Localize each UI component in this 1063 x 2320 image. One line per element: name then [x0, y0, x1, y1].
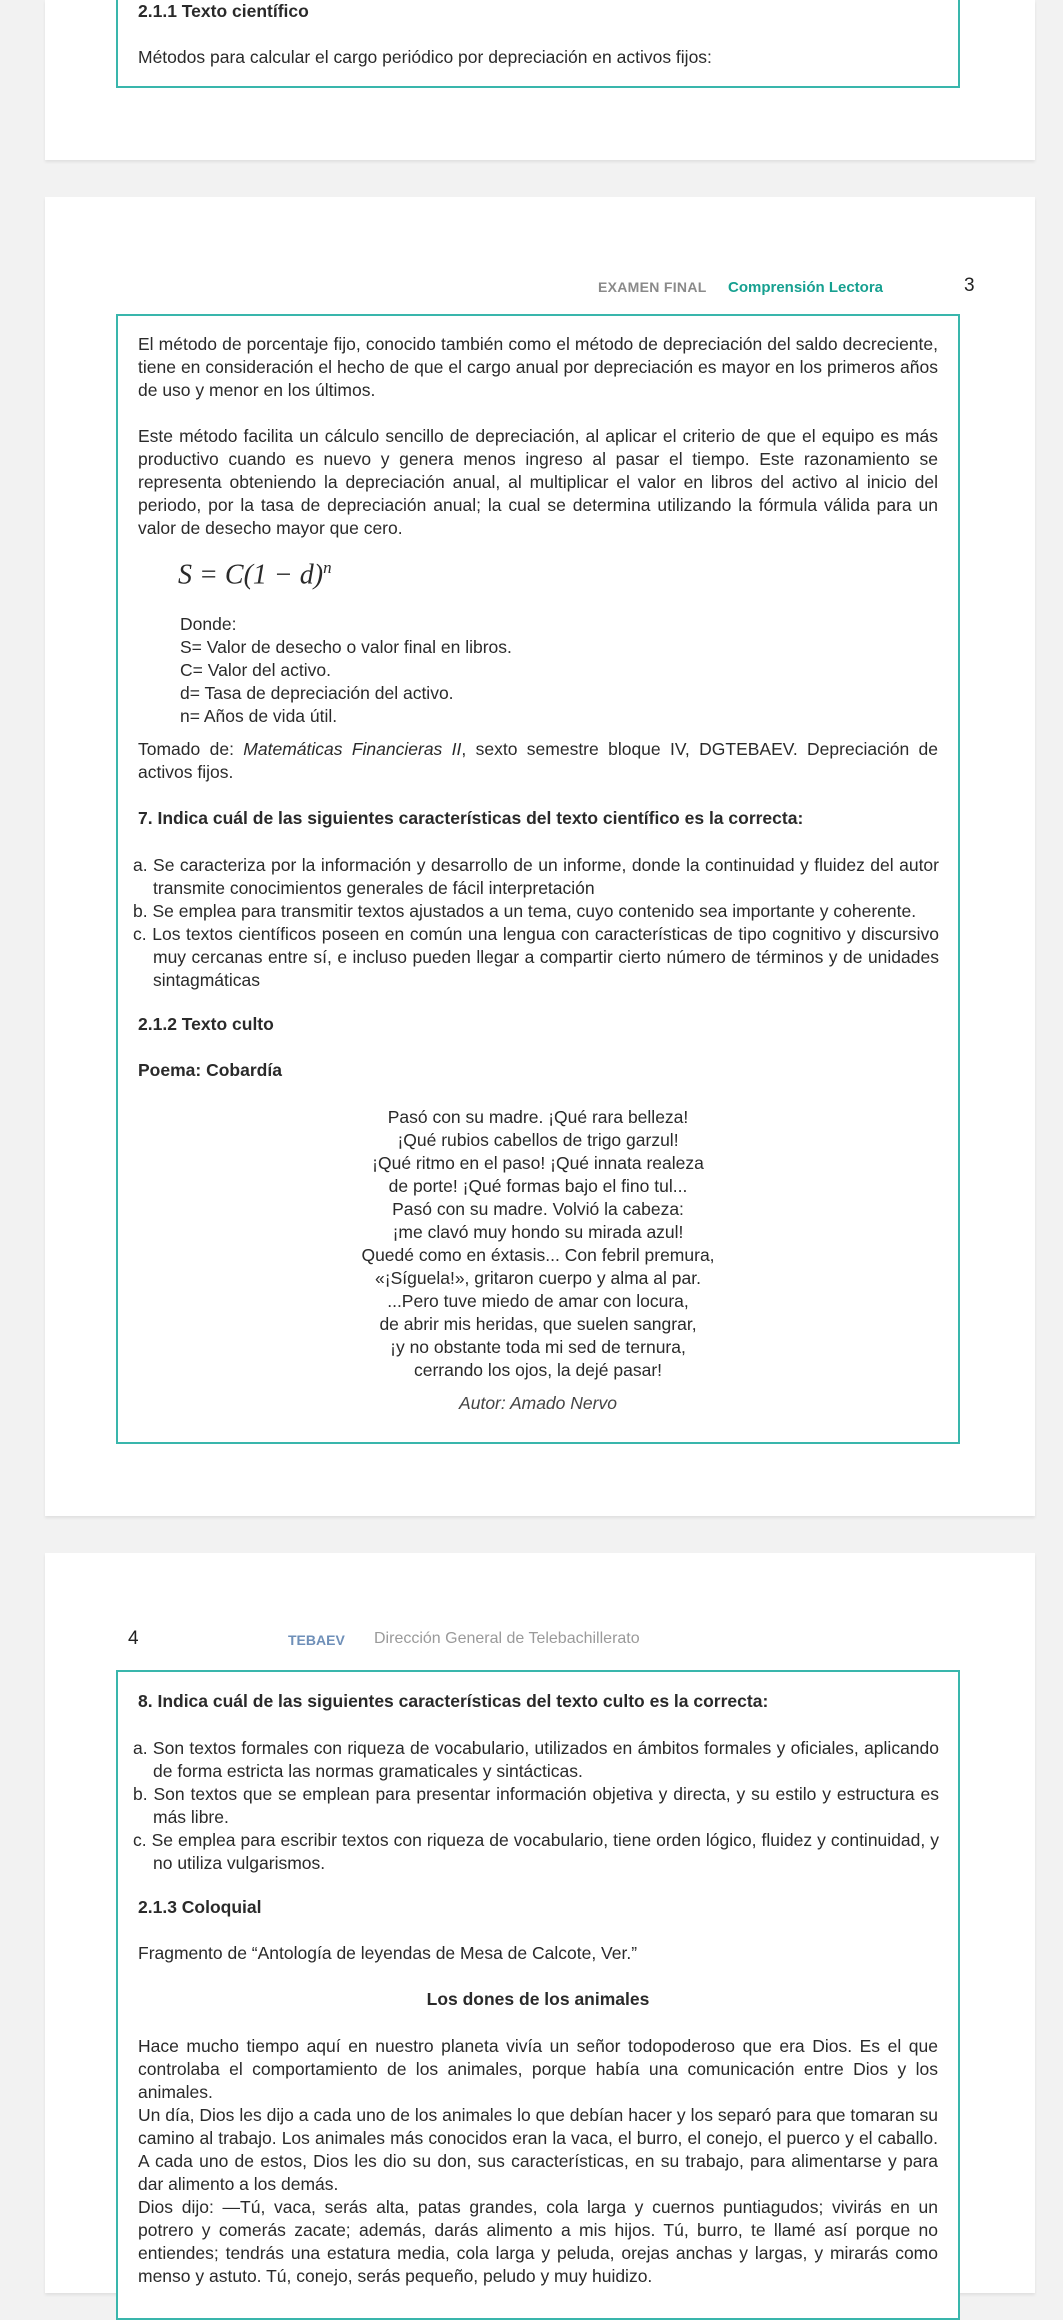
poem-line: ¡Qué rubios cabellos de trigo garzul!: [397, 1130, 679, 1150]
poem-line: de abrir mis heridas, que suelen sangrar,: [379, 1314, 697, 1334]
q7-option-b[interactable]: b. Se emplea para transmitir textos ajustados a un tema, cuyo contenido sea importante y coherente.: [133, 901, 917, 921]
source-prefix: Tomado de:: [138, 739, 244, 759]
exam-label: EXAMEN FINAL: [598, 279, 707, 295]
paragraph-1: El método de porcentaje fijo, conocido también como el método de depreciación del saldo decreciente, tiene en consideración el hecho de que el cargo anual por depreciación es mayor en los primeros años de uso y menor en los últimos.: [138, 334, 938, 400]
source-rest: , sexto semestre bloque IV, DGTEBAEV. Depreciación de activos fijos.: [138, 739, 939, 782]
org-full-label: Dirección General de Telebachillerato: [374, 1630, 640, 1647]
formula-exponent: n: [323, 558, 332, 577]
story-paragraph: Hace mucho tiempo aquí en nuestro planeta vivía un señor todopoderoso que era Dios. Es el que controlaba el comportamiento de los animales, porque había una comunicación entre Dios y los animales.: [138, 2036, 938, 2102]
poem-line: «¡Síguela!», gritaron cuerpo y alma al par.: [375, 1268, 701, 1288]
q7-option-a[interactable]: a. Se caracteriza por la información y desarrollo de un informe, donde la continuidad y fluidez del autor transmite conocimientos generales de fácil interpretación: [133, 855, 939, 898]
poem-line: ¡Qué ritmo en el paso! ¡Qué innata realeza: [372, 1153, 704, 1173]
definition-n: n= Años de vida útil.: [180, 706, 338, 726]
page-number: 4: [128, 1628, 139, 1649]
donde-label: Donde:: [180, 614, 237, 634]
q7-option-c[interactable]: c. Los textos científicos poseen en común una lengua con características de tipo cognitivo y discursivo muy cercanas entre sí, e incluso pueden llegar a compartir cierto número de términos y de unidades sintagmáticas: [133, 924, 939, 990]
poem-line: cerrando los ojos, la dejé pasar!: [413, 1360, 663, 1380]
poem-line: ¡me clavó muy hondo su mirada azul!: [392, 1222, 684, 1242]
page-1: [45, 0, 1035, 160]
subject-label: Comprensión Lectora: [728, 279, 884, 296]
definition-s: S= Valor de desecho o valor final en libros.: [180, 637, 512, 657]
section-title-213: 2.1.3 Coloquial: [138, 1897, 262, 1917]
poem-author: Autor: Amado Nervo: [459, 1393, 617, 1413]
q8-option-b[interactable]: b. Son textos que se emplean para presentar información objetiva y directa, y su estilo y estructura es más libre.: [133, 1784, 939, 1827]
poem-body: [118, 1106, 958, 1415]
story-paragraph: Dios dijo: —Tú, vaca, serás alta, patas grandes, cola larga y cuernos puntiagudos; vivirás en un potrero y comerás zacate; además, darás alimento a mis hijos. Tú, burro, te llamé así porque no entiendes; tendrás una estatura media, cola larga y peluda, orejas anchas y largas, y mirarás como menso y astuto. Tú, conejo, serás pequeño, peludo y muy huidizo.: [138, 2197, 938, 2286]
content-box-3: [116, 1670, 960, 2320]
org-label: TEBAEV: [288, 1632, 345, 1648]
paragraph-2: Este método facilita un cálculo sencillo de depreciación, al aplicar el criterio de que el equipo es más productivo cuando es nuevo y genera menos ingreso al pasar el tiempo. Este razonamiento se representa obteniendo la depreciación anual, al multiplicar el valor en libros del activo al inicio del periodo, por la tasa de depreciación anual; la cual se determina utilizando la fórmula válida para un valor de desecho mayor que cero.: [138, 426, 938, 538]
page-3: [45, 1553, 1035, 2293]
story-body: [138, 2035, 938, 2288]
poem-line: ...Pero tuve miedo de amar con locura,: [387, 1291, 689, 1311]
content-box-2: [116, 314, 960, 1444]
poem-line: Pasó con su madre. Volvió la cabeza:: [392, 1199, 684, 1219]
depreciation-formula: [178, 558, 332, 591]
definitions-list: [180, 636, 512, 728]
definition-d: d= Tasa de depreciación del activo.: [180, 683, 454, 703]
fragment-citation: Fragmento de “Antología de leyendas de Mesa de Calcote, Ver.”: [138, 1943, 638, 1963]
poem-line: Quedé como en éxtasis... Con febril premura,: [361, 1245, 715, 1265]
q8-option-c[interactable]: c. Se emplea para escribir textos con riqueza de vocabulario, tiene orden lógico, fluidez y continuidad, y no utiliza vulgarismos.: [133, 1830, 939, 1873]
story-paragraph: Un día, Dios les dijo a cada uno de los animales lo que debían hacer y los separó para que tomaran su camino al trabajo. Los animales más conocidos eran la vaca, el burro, el conejo, el puerco y el caballo. A cada uno de estos, Dios les dio su don, sus características, en su trabajo, para alimentarse y para dar alimento a los demás.: [138, 2105, 938, 2194]
page-2: [45, 197, 1035, 1516]
poem-line: de porte! ¡Qué formas bajo el fino tul...: [388, 1176, 688, 1196]
question-7-options: [133, 854, 939, 992]
section-title-211: 2.1.1 Texto científico: [138, 1, 309, 21]
source-citation: [138, 738, 938, 784]
definition-c: C= Valor del activo.: [180, 660, 331, 680]
page-header-3: [128, 1628, 728, 1656]
poem-line: Pasó con su madre. ¡Qué rara belleza!: [387, 1107, 689, 1127]
question-8-options: [133, 1737, 939, 1875]
section-intro: Métodos para calcular el cargo periódico por depreciación en activos fijos:: [138, 47, 712, 67]
poem-title: Poema: Cobardía: [138, 1060, 282, 1080]
q8-option-a[interactable]: a. Son textos formales con riqueza de vocabulario, utilizados en ámbitos formales y oficiales, aplicando de forma estricta las normas gramaticales y sintácticas.: [133, 1738, 939, 1781]
page-number: 3: [964, 275, 975, 296]
story-title: Los dones de los animales: [426, 1989, 650, 2009]
poem-line: ¡y no obstante toda mi sed de ternura,: [390, 1337, 686, 1357]
page-header: [598, 275, 998, 303]
source-title: Matemáticas Financieras II: [243, 739, 462, 759]
question-8: 8. Indica cuál de las siguientes características del texto culto es la correcta:: [138, 1691, 769, 1711]
section-title-212: 2.1.2 Texto culto: [138, 1014, 274, 1034]
content-box-1: [116, 0, 960, 88]
question-7: 7. Indica cuál de las siguientes características del texto científico es la correcta:: [138, 808, 804, 828]
formula-body: S = C(1 − d): [178, 559, 324, 591]
